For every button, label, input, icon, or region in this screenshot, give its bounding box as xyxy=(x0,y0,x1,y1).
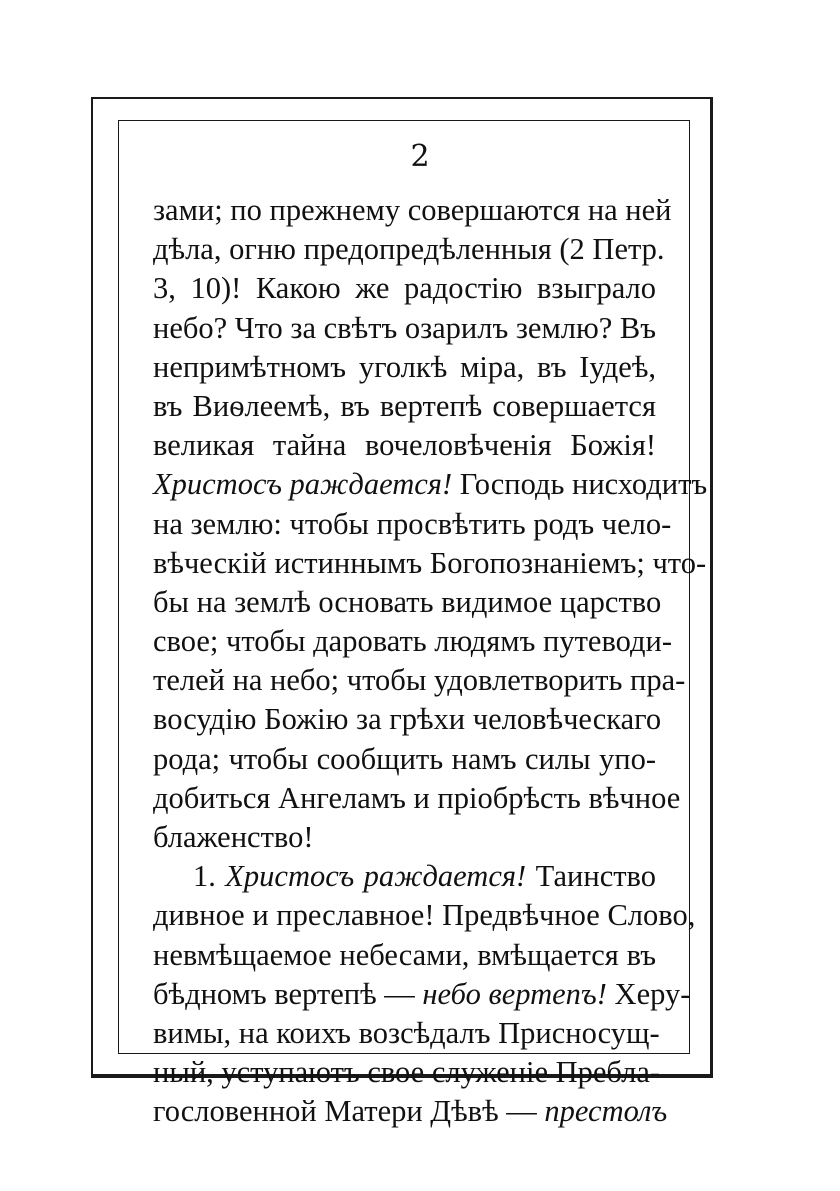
italic-phrase: Христосъ раждается! xyxy=(225,859,527,894)
text-run: Таинство xyxy=(526,859,656,894)
text-run: дѣла, огню предопредѣленныя (2 Петр. xyxy=(153,232,665,267)
text-line xyxy=(153,505,672,544)
text-run: невмѣщаемое небесами, вмѣщается въ xyxy=(153,937,656,972)
italic-phrase: Христосъ раждается! xyxy=(153,467,453,502)
text-line xyxy=(153,544,707,583)
text-line xyxy=(153,896,696,935)
italic-phrase: престолъ xyxy=(544,1094,668,1129)
text-run: небо? Что за свѣтъ озарилъ землю? Въ xyxy=(153,310,657,345)
text-line xyxy=(153,387,656,426)
text-run: 3, 10)! Какою же радостію взыграло xyxy=(153,271,656,306)
text-run: 1. xyxy=(193,859,226,894)
text-run: Господь нисходитъ xyxy=(452,467,708,502)
text-line xyxy=(153,857,656,896)
text-run: блаженство! xyxy=(153,820,314,854)
text-run: бы на землѣ основать видимое царство xyxy=(153,584,662,619)
text-run: добиться Ангеламъ и пріобрѣсть вѣчное xyxy=(153,780,681,815)
italic-phrase: небо вертепъ! xyxy=(422,976,607,1011)
text-line xyxy=(153,191,672,230)
text-line xyxy=(153,661,686,700)
text-run: ный, уступаютъ свое служеніе Пребла- xyxy=(153,1055,661,1090)
text-run: Херу- xyxy=(606,976,691,1011)
text-line xyxy=(153,1053,661,1092)
text-run: гословенной Матери Дѣвѣ — xyxy=(153,1094,545,1129)
text-line xyxy=(153,740,656,779)
text-line xyxy=(153,426,656,465)
text-run: рода; чтобы сообщить намъ силы упо- xyxy=(153,741,656,776)
text-run: зами; по прежнему совершаются на ней xyxy=(153,193,672,227)
text-run: великая тайна вочеловѣченія Божія! xyxy=(153,428,656,463)
text-run: восудію Божію за грѣхи человѣческаго xyxy=(153,702,662,737)
text-line xyxy=(153,622,673,661)
text-run: на землю: чтобы просвѣтить родъ чело- xyxy=(153,506,672,541)
text-line xyxy=(153,700,662,739)
text-line xyxy=(153,348,656,387)
text-run: свое; чтобы даровать людямъ путеводи- xyxy=(153,624,673,659)
text-line xyxy=(153,1092,668,1131)
text-line xyxy=(153,779,681,818)
text-line xyxy=(153,583,662,622)
text-line xyxy=(153,309,656,348)
text-run: бѣдномъ вертепѣ — xyxy=(153,976,423,1011)
text-run: въ Виѳлеемѣ, въ вертепѣ совершается xyxy=(153,388,656,423)
text-run: дивное и преславное! Предвѣчное Слово, xyxy=(153,898,696,933)
text-line xyxy=(153,1014,660,1053)
page-number: 2 xyxy=(410,139,430,174)
text-run: вимы, на коихъ возсѣдалъ Присносущ- xyxy=(153,1015,660,1050)
text-run: непримѣтномъ уголкѣ міра, въ Іудеѣ, xyxy=(153,349,656,384)
text-line xyxy=(153,230,665,269)
text-line xyxy=(153,269,656,308)
text-line xyxy=(153,975,691,1014)
text-run: вѣческій истиннымъ Богопознаніемъ; что- xyxy=(153,545,707,580)
text-run: телей на небо; чтобы удовлетворить пра- xyxy=(153,663,686,698)
text-line xyxy=(153,818,656,857)
text-line xyxy=(153,936,656,975)
body-text xyxy=(153,191,708,1132)
text-line xyxy=(153,465,708,504)
